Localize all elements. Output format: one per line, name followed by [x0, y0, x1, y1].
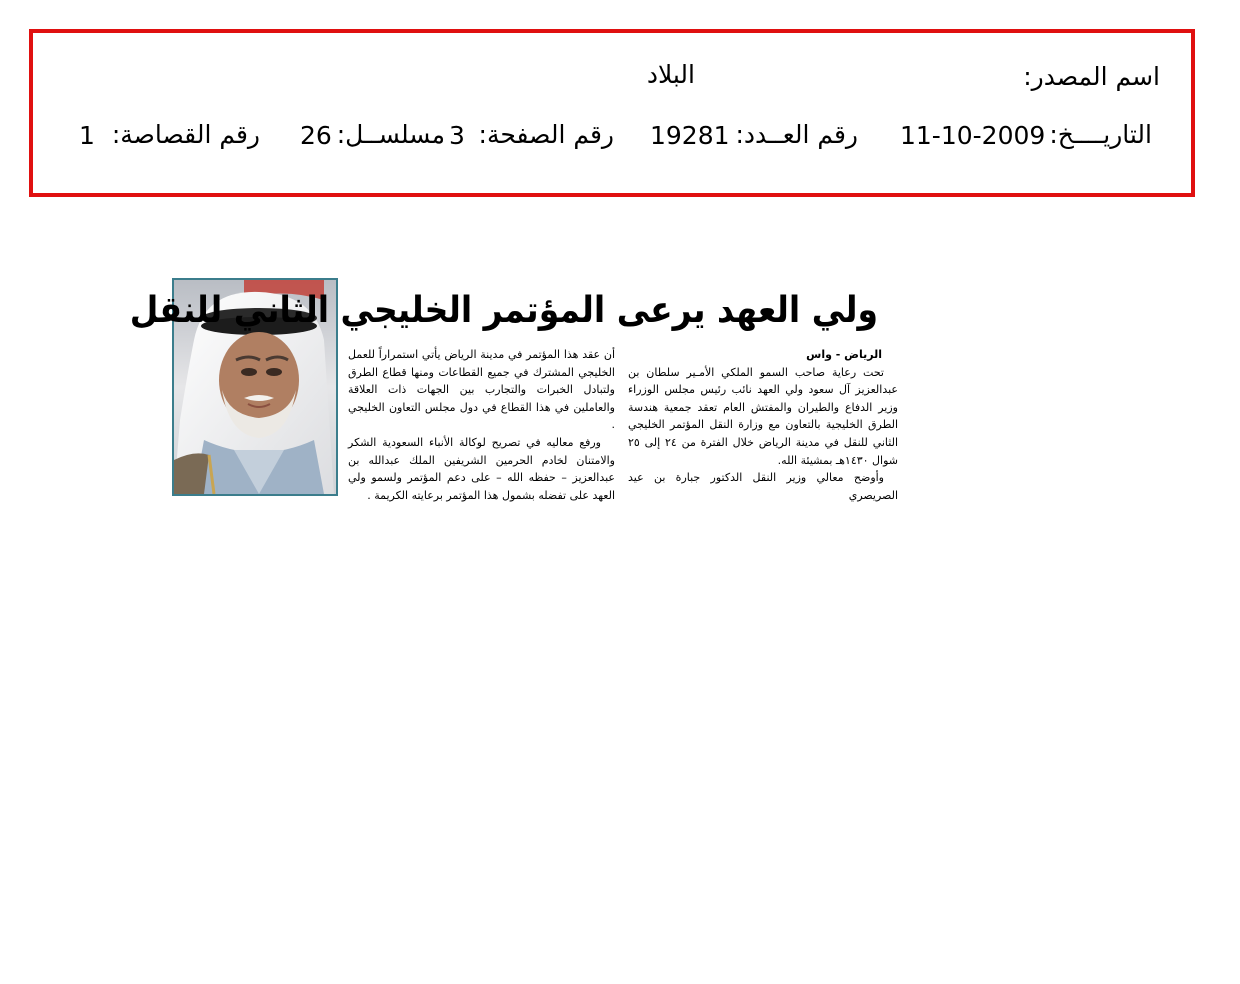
article-column-right: [628, 346, 898, 504]
serial-value: 26: [300, 121, 332, 150]
page-value: 3: [449, 121, 465, 150]
article-paragraph: أن عقد هذا المؤتمر في مدينة الرياض يأتي استمراراً للعمل الخليجي المشترك في جميع القطاعات ومنها قطاع الطرق ولتبادل الخبرات والتجارب بين الجهات ذات العلاقة والعاملين في هذا القطاع في دول مجلس التعاون الخليجي .: [348, 348, 615, 432]
clip-label: رقم القصاصة:: [111, 120, 260, 149]
article-paragraph: وأوضح معالي وزير النقل الدكتور جبارة بن عيد الصريصري: [628, 471, 898, 502]
article-paragraph: ورفع معاليه في تصريح لوكالة الأنباء السعودية الشكر والامتنان لخادم الحرمين الشريفين الملك عبدالله بن عبدالعزيز – حفظه الله – على دعم المؤتمر ولسمو ولي العهد على تفضله بشمول هذا المؤتمر برعايته الكريمة .: [348, 435, 615, 502]
article-column-left: [348, 346, 615, 504]
dateline: الرياض - واس: [806, 348, 882, 361]
article-paragraph: تحت رعاية صاحب السمو الملكي الأمـير سلطان بن عبدالعزيز آل سعود ولي العهد نائب رئيس مجلس الوزراء وزير الدفاع والطيران والمفتش العام تعقد جمعية هندسة الطرق الخليجية بالتعاون مع وزارة النقل المؤتمر الخليجي الثاني للنقل في مدينة الرياض خلال الفترة من ٢٤ إلى ٢٥ شوال ١٤٣٠هـ بمشيئة الله.: [628, 365, 898, 467]
headline: ولي العهد يرعى المؤتمر الخليجي الثاني للنقل: [129, 288, 878, 331]
clip-value: 1: [79, 121, 95, 150]
source-value: البلاد: [646, 60, 695, 89]
page-label: رقم الصفحة:: [478, 120, 614, 149]
issue-label: رقم العــدد:: [735, 120, 858, 149]
date-label: التاريــــخ:: [1049, 120, 1152, 149]
source-label: اسم المصدر:: [1023, 62, 1160, 91]
issue-value: 19281: [650, 121, 730, 150]
serial-label: مسلســل:: [336, 120, 445, 149]
news-clipping: [129, 278, 902, 502]
date-value: 11-10-2009: [900, 121, 1046, 150]
source-metadata-box: [29, 29, 1195, 197]
